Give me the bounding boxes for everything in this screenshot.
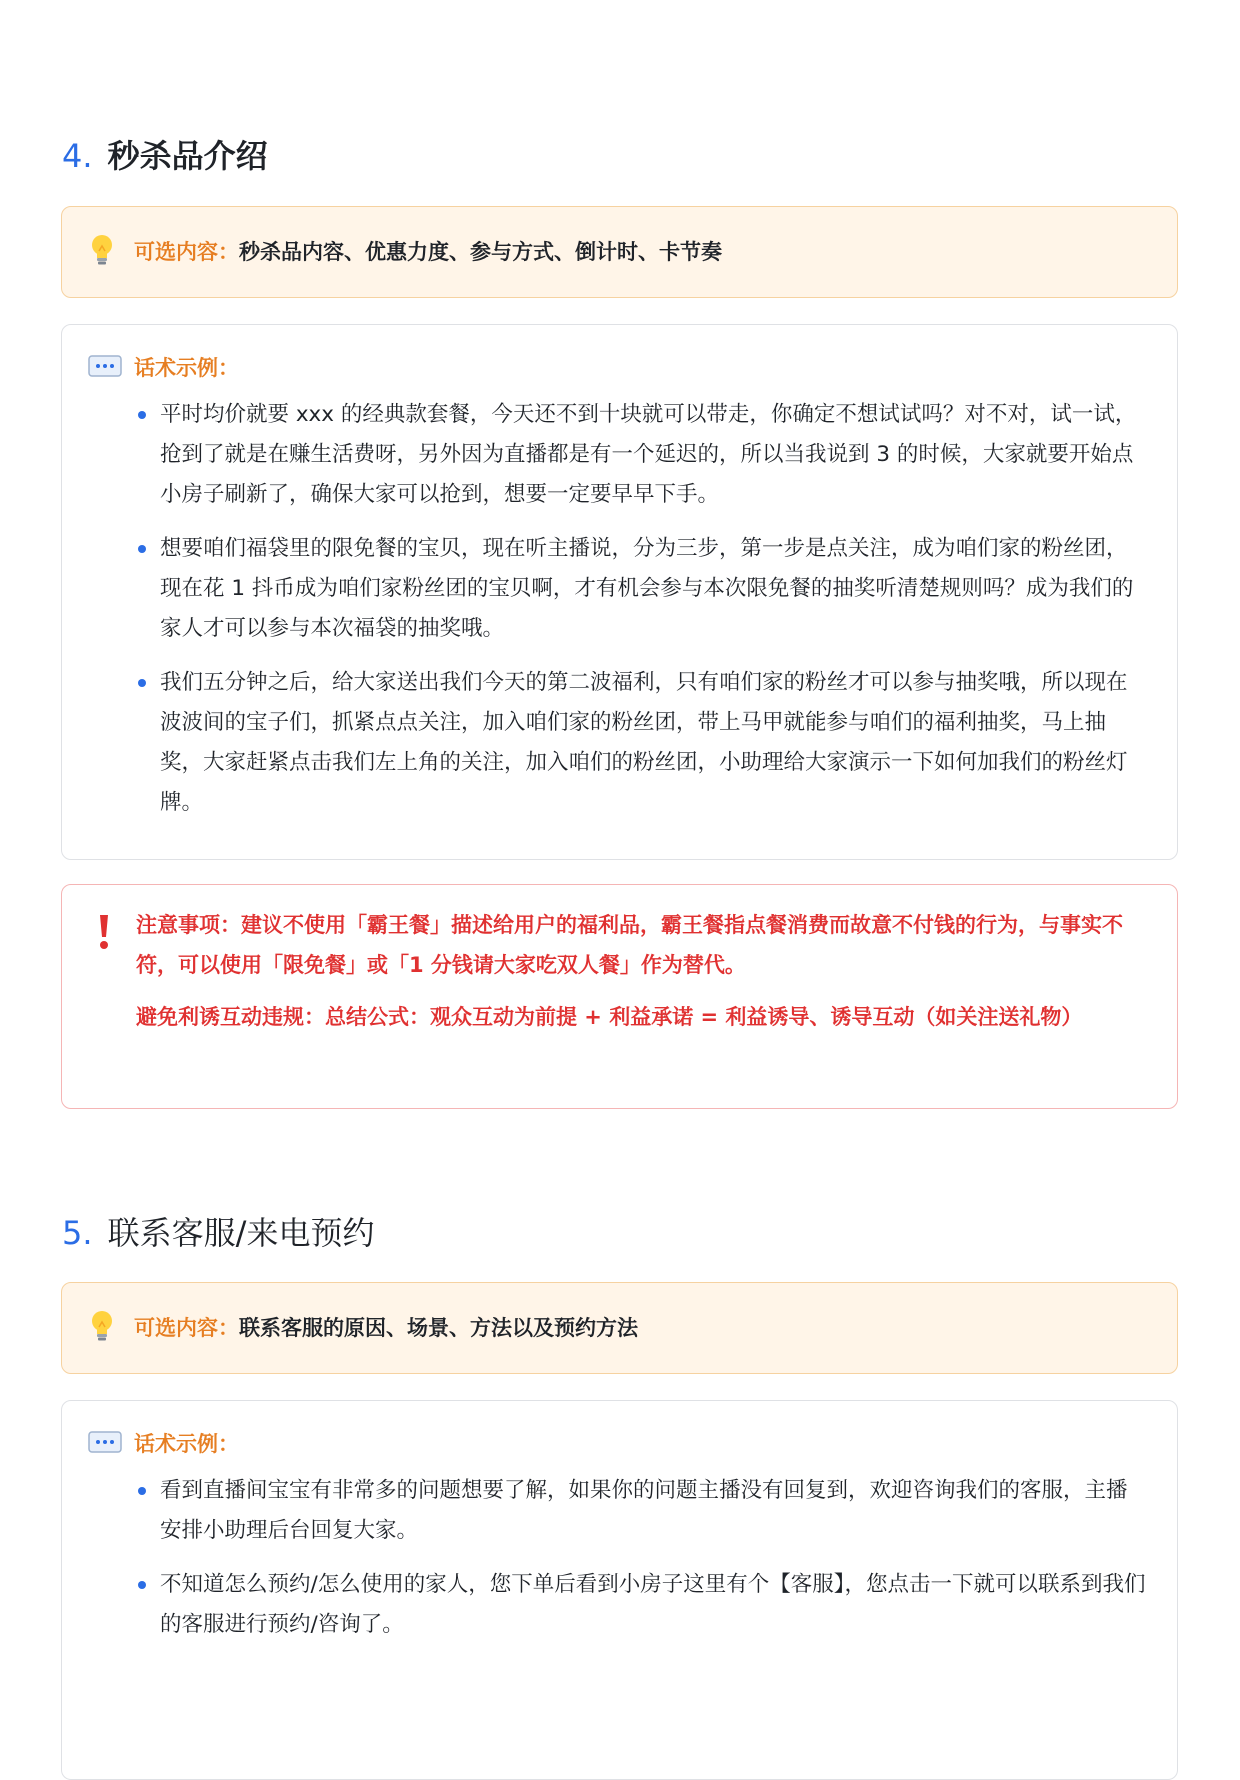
section-5-number: 5. bbox=[62, 1214, 93, 1252]
warning-formula: 避免利诱互动违规：总结公式：观众互动为前提 + 利益承诺 = 利益诱导、诱导互动（如关注送礼物） bbox=[136, 1005, 1083, 1029]
section-4-number: 4. bbox=[62, 137, 93, 175]
section-5-talk-callout bbox=[61, 1400, 1178, 1780]
lightbulb-icon bbox=[88, 233, 132, 271]
section-4-heading bbox=[62, 136, 268, 176]
section-5-title: 联系客服/来电预约 bbox=[107, 1214, 375, 1252]
list-item: 想要咱们福袋里的限免餐的宝贝，现在听主播说，分为三步，第一步是点关注，成为咱们家的粉丝团，现在花 1 抖币成为咱们家粉丝团的宝贝啊，才有机会参与本次限免餐的抽奖听清楚规则吗？成为我们的家人才可以参与本次福袋的抽奖哦。 bbox=[138, 529, 1147, 649]
section-5-tip-callout bbox=[61, 1282, 1178, 1374]
section-4-tip-callout bbox=[61, 206, 1178, 298]
section-4-warning-callout bbox=[61, 884, 1178, 1109]
tip-text: 秒杀品内容、优惠力度、参与方式、倒计时、卡节奏 bbox=[239, 240, 722, 264]
chat-bubble-icon bbox=[88, 355, 132, 381]
tip-label: 可选内容： bbox=[134, 1316, 239, 1340]
tip-label: 可选内容： bbox=[134, 240, 239, 264]
exclamation-icon bbox=[98, 913, 110, 955]
list-item: 平时均价就要 xxx 的经典款套餐，今天还不到十块就可以带走，你确定不想试试吗？对不对，试一试，抢到了就是在赚生活费呀，另外因为直播都是有一个延迟的，所以当我说到 3 的时候，大家就要开始点小房子刷新了，确保大家可以抢到，想要一定要早早下手。 bbox=[138, 395, 1147, 515]
section-4-title: 秒杀品介绍 bbox=[107, 137, 268, 175]
list-item: 我们五分钟之后，给大家送出我们今天的第二波福利，只有咱们家的粉丝才可以参与抽奖哦，所以现在波波间的宝子们，抓紧点点关注，加入咱们家的粉丝团，带上马甲就能参与咱们的福利抽奖，马上抽奖，大家赶紧点击我们左上角的关注，加入咱们的粉丝团，小助理给大家演示一下如何加我们的粉丝灯牌。 bbox=[138, 663, 1147, 823]
warning-note: 注意事项：建议不使用「霸王餐」描述给用户的福利品，霸王餐指点餐消费而故意不付钱的行为，与事实不符，可以使用「限免餐」或「1 分钱请大家吃双人餐」作为替代。 bbox=[136, 913, 1123, 977]
talk-list bbox=[88, 395, 1147, 823]
talk-list bbox=[88, 1471, 1147, 1645]
tip-text: 联系客服的原因、场景、方法以及预约方法 bbox=[239, 1316, 638, 1340]
talk-label: 话术示例： bbox=[134, 1432, 239, 1456]
list-item: 不知道怎么预约/怎么使用的家人，您下单后看到小房子这里有个【客服】，您点击一下就可以联系到我们的客服进行预约/咨询了。 bbox=[138, 1565, 1147, 1645]
chat-bubble-icon bbox=[88, 1431, 132, 1457]
section-4-talk-callout bbox=[61, 324, 1178, 860]
talk-label: 话术示例： bbox=[134, 356, 239, 380]
list-item: 看到直播间宝宝有非常多的问题想要了解，如果你的问题主播没有回复到，欢迎咨询我们的客服，主播安排小助理后台回复大家。 bbox=[138, 1471, 1147, 1551]
lightbulb-icon bbox=[88, 1309, 132, 1347]
section-5-heading bbox=[62, 1213, 374, 1253]
